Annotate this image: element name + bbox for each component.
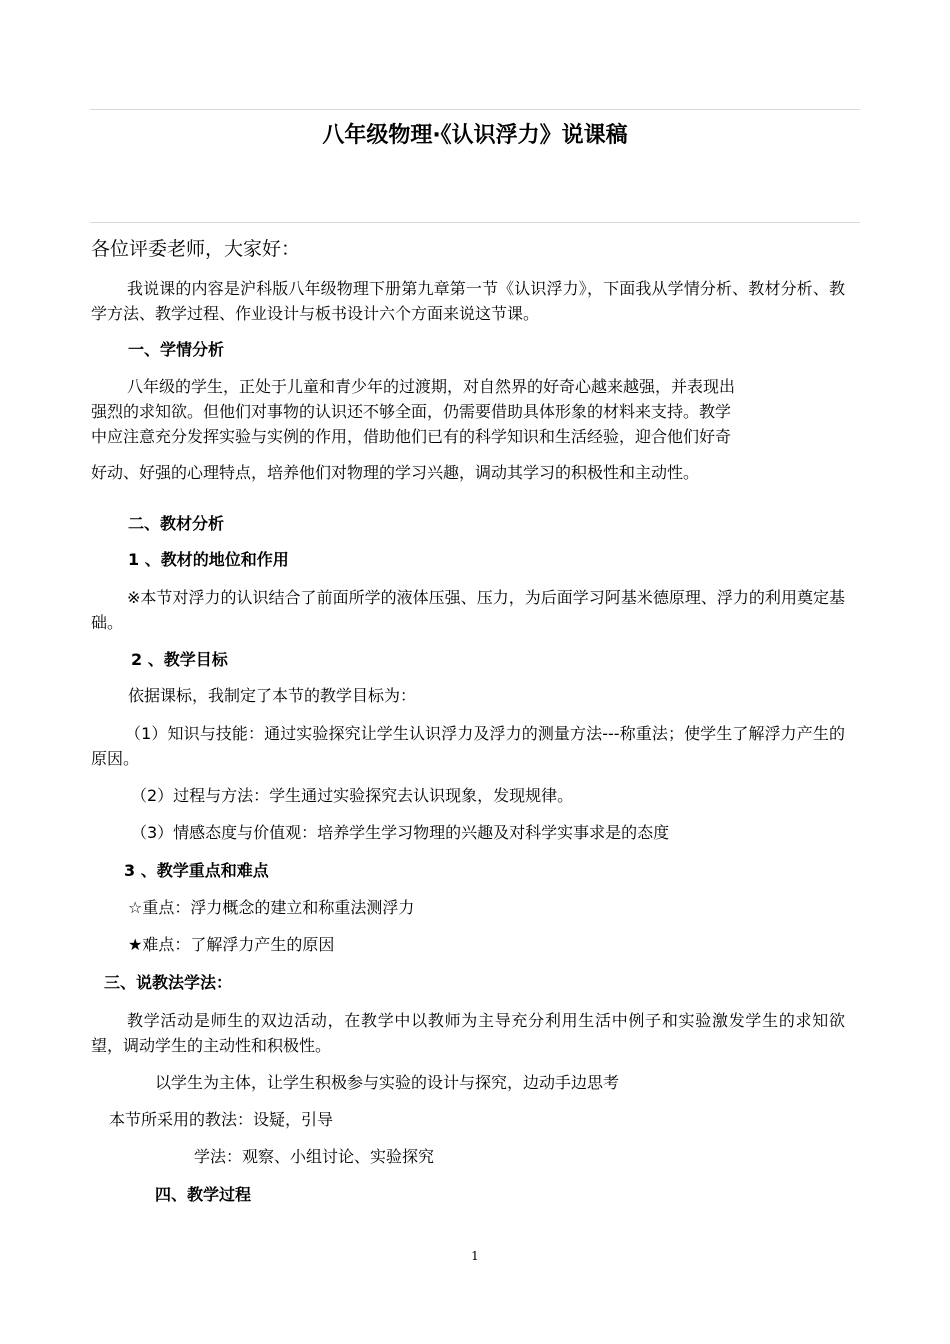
header-top-rule: [90, 109, 860, 110]
section-heading-textbook-analysis: 二、教材分析: [128, 514, 225, 533]
student-analysis-line-4: 好动、好强的心理特点，培养他们对物理的学习兴趣，调动其学习的积极性和主动性。: [91, 463, 700, 482]
teaching-method-line: 本节所采用的教法：设疑，引导: [109, 1110, 334, 1129]
document-title: 八年级物理·《认识浮力》说课稿: [322, 123, 628, 148]
student-analysis-line-2: 强烈的求知欲。但他们对事物的认识还不够全面，仍需要借助具体形象的材料来支持。教学: [91, 402, 732, 421]
learning-method-line: 学法：观察、小组讨论、实验探究: [194, 1147, 435, 1166]
section-heading-teaching-process: 四、教学过程: [155, 1185, 252, 1204]
teaching-goals-lead: 依据课标，我制定了本节的教学目标为：: [128, 686, 417, 705]
intro-paragraph: 我说课的内容是沪科版八年级物理下册第九章第一节《认识浮力》，下面我从学情分析、教材分析、教学方法、教学过程、作业设计与板书设计六个方面来说这节课。: [91, 279, 845, 323]
teaching-methods-paragraph: 教学活动是师生的双边活动，在教学中以教师为主导充分利用生活中例子和实验激发学生的求知欲望，调动学生的主动性和积极性。: [91, 1011, 845, 1055]
section-heading-teaching-methods: 三、说教法学法：: [104, 973, 233, 992]
page-number: 1: [471, 1249, 479, 1263]
subheading-teaching-goals: 2 、教学目标: [131, 650, 228, 669]
subheading-status-and-role: 1 、教材的地位和作用: [128, 550, 289, 569]
greeting: 各位评委老师，大家好：: [91, 238, 301, 260]
status-and-role-paragraph: ※本节对浮力的认识结合了前面所学的液体压强、压力，为后面学习阿基米德原理、浮力的利用奠定基础。: [91, 588, 845, 632]
header-bottom-rule: [90, 222, 860, 223]
goal-knowledge-skills: （1）知识与技能：通过实验探究让学生认识浮力及浮力的测量方法---称重法；使学生了解浮力产生的原因。: [91, 724, 845, 768]
student-analysis-line-3: 中应注意充分发挥实验与实例的作用，借助他们已有的科学知识和生活经验，迎合他们好奇: [91, 427, 732, 446]
student-analysis-line-1: 八年级的学生，正处于儿童和青少年的过渡期，对自然界的好奇心越来越强，并表现出: [127, 377, 736, 396]
goal-process-methods: （2）过程与方法：学生通过实验探究去认识现象，发现规律。: [131, 786, 574, 805]
goal-emotion-values: （3）情感态度与价值观：培养学生学习物理的兴趣及对科学实事求是的态度: [131, 823, 670, 842]
difficult-point: ★难点：了解浮力产生的原因: [128, 935, 335, 954]
subheading-key-and-difficult-points: 3 、教学重点和难点: [124, 861, 269, 880]
student-centered-line: 以学生为主体，让学生积极参与实验的设计与探究，边动手边思考: [155, 1073, 620, 1092]
section-heading-student-analysis: 一、学情分析: [128, 340, 225, 359]
key-point: ☆重点：浮力概念的建立和称重法测浮力: [128, 898, 415, 917]
